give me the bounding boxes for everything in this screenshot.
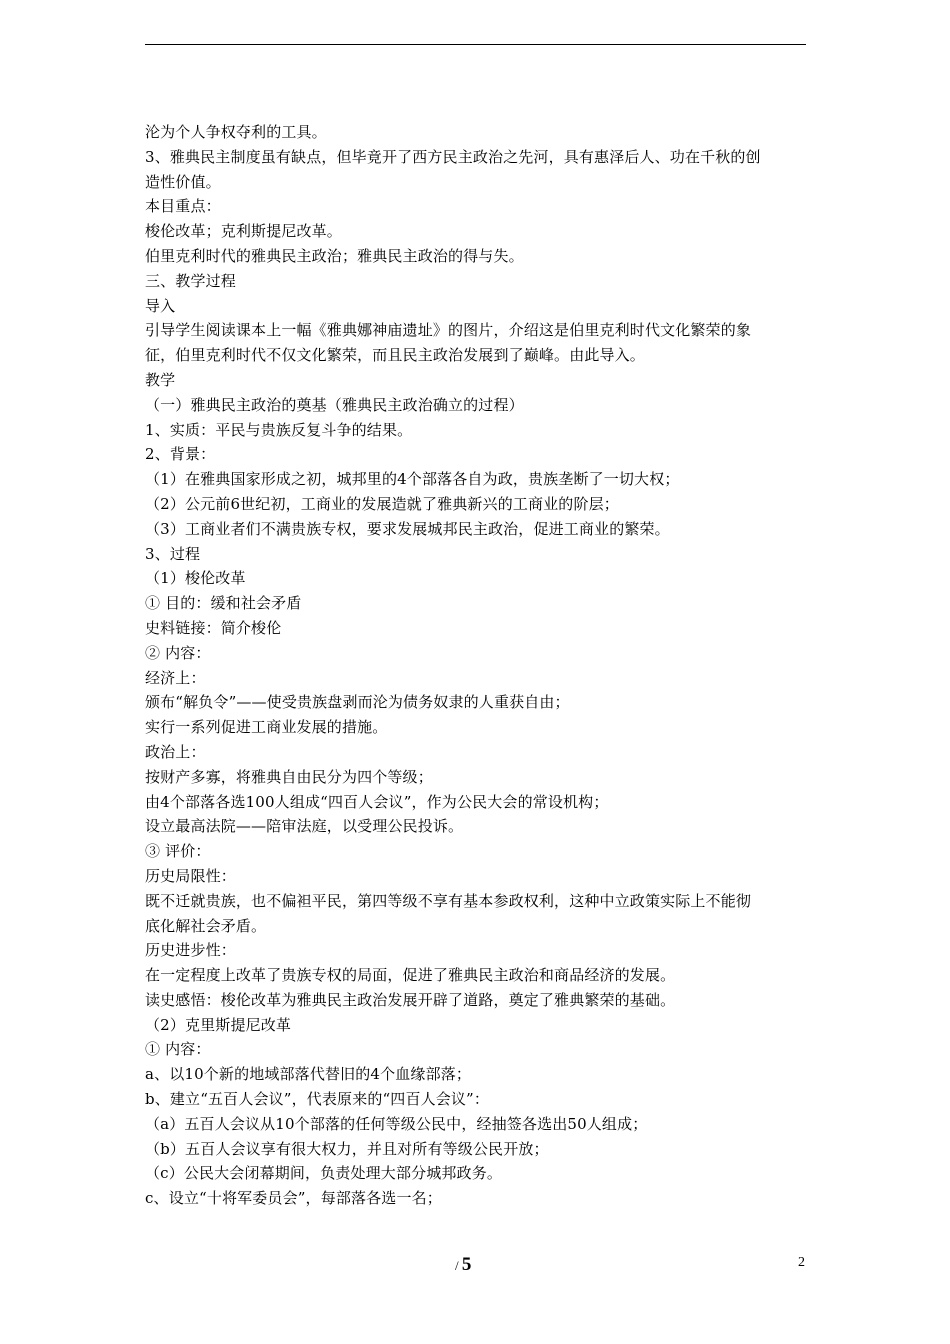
text-line: 历史进步性：	[145, 941, 236, 960]
document-body	[145, 120, 810, 1211]
text-line: （2）公元前6世纪初，工商业的发展造就了雅典新兴的工商业的阶层；	[145, 494, 619, 513]
text-line: 实行一系列促进工商业发展的措施。	[145, 718, 388, 737]
page-total	[455, 1254, 471, 1276]
text-line: ① 目的：缓和社会矛盾	[145, 594, 302, 613]
text-line: ③ 评价：	[145, 842, 211, 861]
page-total-slash: /	[455, 1258, 462, 1273]
text-line: 历史局限性：	[145, 866, 236, 885]
text-line: 2、背景：	[145, 445, 216, 464]
text-line: 史料链接：简介梭伦	[145, 618, 282, 637]
text-line: （1）在雅典国家形成之初，城邦里的4个部落各自为政，贵族垄断了一切大权；	[145, 470, 680, 489]
text-line: 伯里克利时代的雅典民主政治；雅典民主政治的得与失。	[145, 246, 524, 265]
text-line: ② 内容：	[145, 643, 211, 662]
text-line: 征，伯里克利时代不仅文化繁荣，而且民主政治发展到了巅峰。由此导入。	[145, 346, 645, 365]
section-heading: 三、教学过程	[145, 271, 236, 290]
text-line: 既不迁就贵族，也不偏袒平民，第四等级不享有基本参政权利，这种中立政策实际上不能彻	[145, 891, 752, 910]
header-rule	[145, 44, 806, 45]
text-line: 按财产多寡，将雅典自由民分为四个等级；	[145, 767, 433, 786]
text-line: （2）克里斯提尼改革	[145, 1015, 292, 1034]
text-line: 3、雅典民主制度虽有缺点，但毕竟开了西方民主政治之先河，具有惠泽后人、功在千秋的创	[145, 147, 761, 166]
text-line: 造性价值。	[145, 172, 221, 191]
text-line: 教学	[145, 370, 176, 389]
text-line: （3）工商业者们不满贵族专权，要求发展城邦民主政治，促进工商业的繁荣。	[145, 519, 670, 538]
text-line: 本目重点：	[145, 197, 221, 216]
text-line: 政治上：	[145, 742, 206, 761]
text-line: 3、过程	[145, 544, 201, 563]
text-line: 梭伦改革；克利斯提尼改革。	[145, 222, 342, 241]
text-line: a、以10个新的地域部落代替旧的4个血缘部落；	[145, 1065, 472, 1084]
text-line: c、设立“十将军委员会”，每部落各选一名；	[145, 1189, 442, 1208]
text-line: （b）五百人会议享有很大权力，并且对所有等级公民开放；	[145, 1139, 549, 1158]
text-line: （1）梭伦改革	[145, 569, 246, 588]
text-line: （c）公民大会闭幕期间，负责处理大部分城邦政务。	[145, 1164, 503, 1183]
text-line: 引导学生阅读课本上一幅《雅典娜神庙遗址》的图片，介绍这是伯里克利时代文化繁荣的象	[145, 321, 752, 340]
text-line: 读史感悟：梭伦改革为雅典民主政治发展开辟了道路，奠定了雅典繁荣的基础。	[145, 990, 676, 1009]
text-line: 1、实质：平民与贵族反复斗争的结果。	[145, 420, 413, 439]
text-line: b、建立“五百人会议”，代表原来的“四百人会议”：	[145, 1090, 490, 1109]
text-line: 在一定程度上改革了贵族专权的局面，促进了雅典民主政治和商品经济的发展。	[145, 966, 676, 985]
text-line: 颁布“解负令”——使受贵族盘剥而沦为债务奴隶的人重获自由；	[145, 693, 570, 712]
text-line: 沦为个人争权夺利的工具。	[145, 123, 327, 141]
text-line: 导入	[145, 296, 176, 315]
page-total-number: 5	[461, 1254, 472, 1275]
text-line: （一）雅典民主政治的奠基（雅典民主政治确立的过程）	[145, 395, 524, 414]
text-line: ① 内容：	[145, 1040, 211, 1059]
text-line: （a）五百人会议从10个部落的任何等级公民中，经抽签各选出50人组成；	[145, 1114, 648, 1133]
page-number: 2	[798, 1255, 805, 1270]
text-line: 底化解社会矛盾。	[145, 916, 267, 935]
text-line: 由4个部落各选100人组成“四百人会议”，作为公民大会的常设机构；	[145, 792, 609, 811]
text-line: 设立最高法院——陪审法庭，以受理公民投诉。	[145, 817, 464, 836]
text-line: 经济上：	[145, 668, 206, 687]
